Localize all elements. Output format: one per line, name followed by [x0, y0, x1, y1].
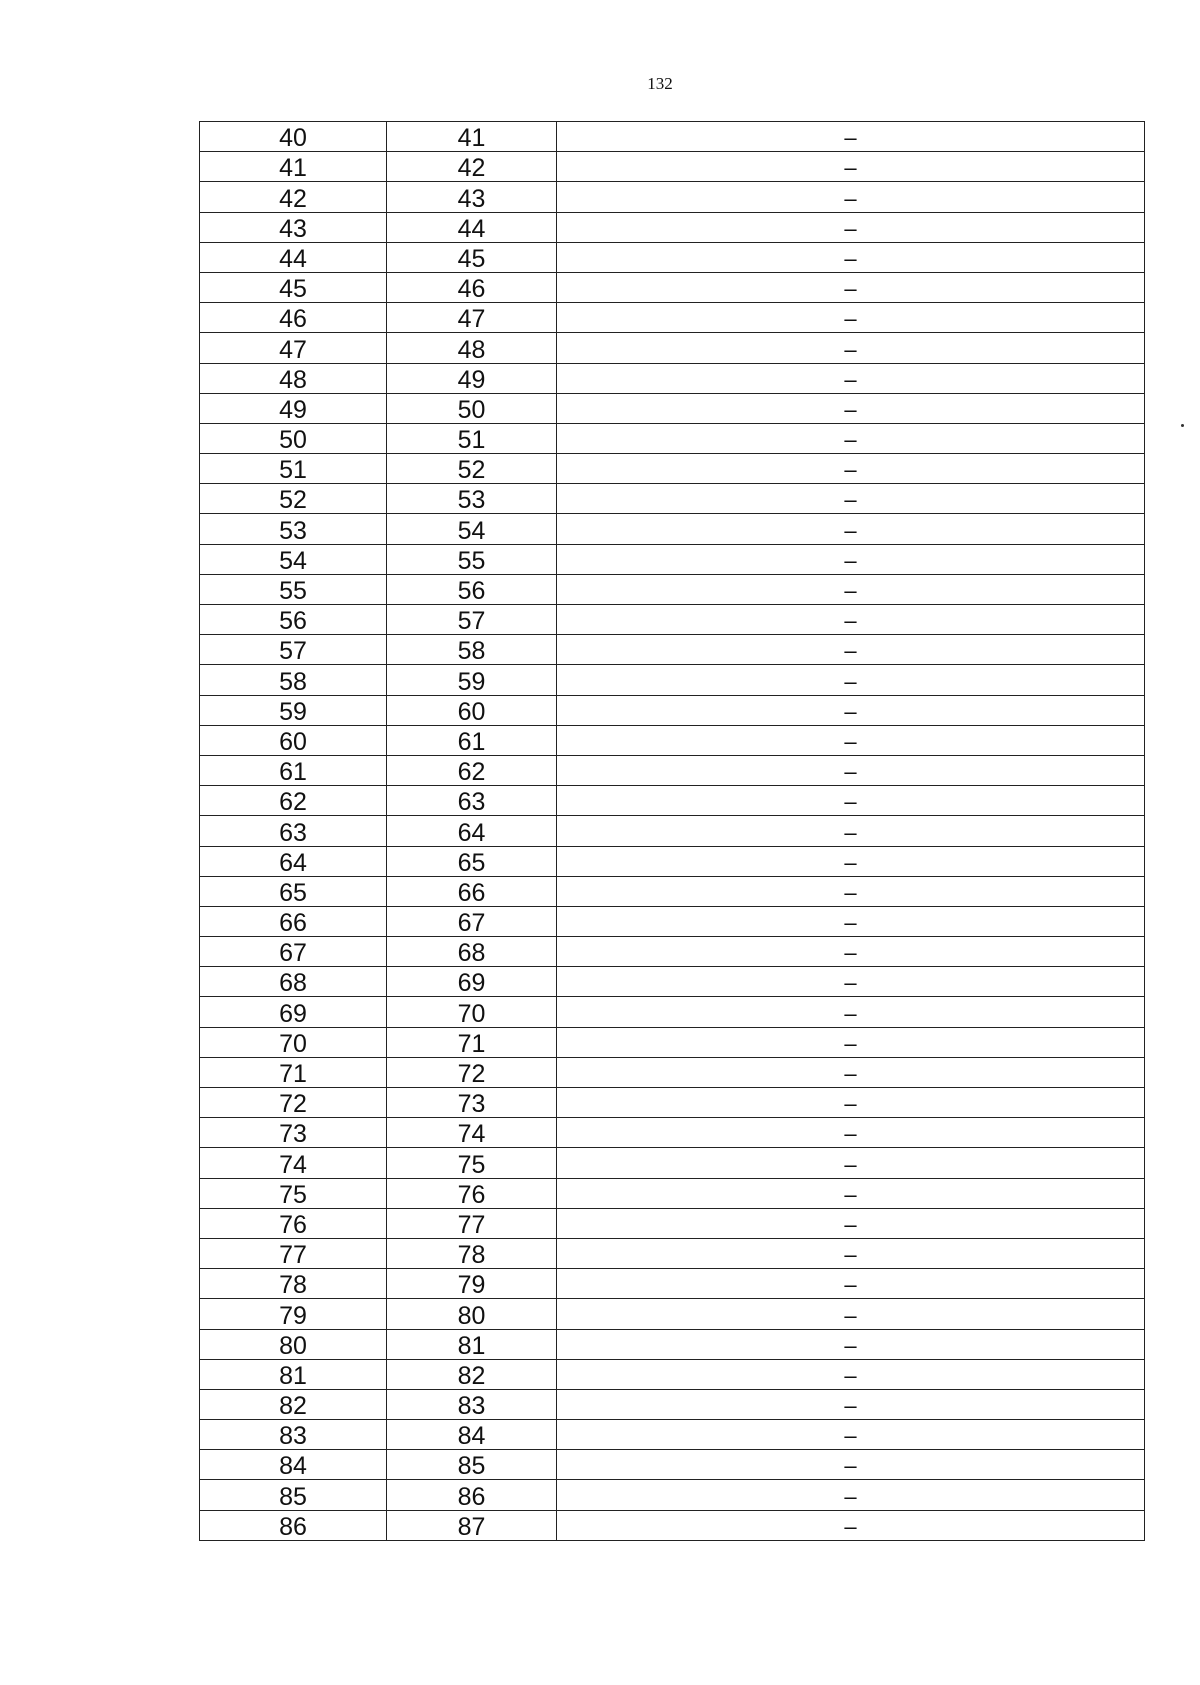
value-cell: –: [557, 605, 1145, 635]
value-cell: –: [557, 665, 1145, 695]
table-row: [200, 303, 1145, 333]
from-cell: 86: [200, 1510, 387, 1540]
from-cell: 40: [200, 122, 387, 152]
table-row: [200, 544, 1145, 574]
from-cell: 46: [200, 303, 387, 333]
table-row: [200, 212, 1145, 242]
value-cell: –: [557, 876, 1145, 906]
page-number: 132: [647, 74, 673, 93]
from-cell: 53: [200, 514, 387, 544]
to-cell: 86: [387, 1480, 557, 1510]
from-cell: 65: [200, 876, 387, 906]
value-cell: –: [557, 1027, 1145, 1057]
value-cell: –: [557, 997, 1145, 1027]
value-cell: –: [557, 544, 1145, 574]
to-cell: 44: [387, 212, 557, 242]
from-cell: 83: [200, 1420, 387, 1450]
value-cell: –: [557, 484, 1145, 514]
to-cell: 65: [387, 846, 557, 876]
to-cell: 83: [387, 1389, 557, 1419]
value-cell: –: [557, 454, 1145, 484]
value-cell: –: [557, 1057, 1145, 1087]
value-cell: –: [557, 1208, 1145, 1238]
table-row: [200, 574, 1145, 604]
from-cell: 77: [200, 1238, 387, 1268]
to-cell: 68: [387, 937, 557, 967]
table-row: [200, 1389, 1145, 1419]
to-cell: 72: [387, 1057, 557, 1087]
to-cell: 75: [387, 1148, 557, 1178]
to-cell: 87: [387, 1510, 557, 1540]
value-cell: –: [557, 1450, 1145, 1480]
table-row: [200, 605, 1145, 635]
from-cell: 81: [200, 1359, 387, 1389]
from-cell: 67: [200, 937, 387, 967]
table-row: [200, 1178, 1145, 1208]
to-cell: 74: [387, 1118, 557, 1148]
to-cell: 50: [387, 393, 557, 423]
from-cell: 57: [200, 635, 387, 665]
table-row: [200, 1299, 1145, 1329]
to-cell: 64: [387, 816, 557, 846]
table-row: [200, 1027, 1145, 1057]
from-cell: 48: [200, 363, 387, 393]
value-cell: –: [557, 725, 1145, 755]
to-cell: 79: [387, 1269, 557, 1299]
scan-speck: [1181, 424, 1184, 427]
table-row: [200, 1269, 1145, 1299]
table-row: [200, 937, 1145, 967]
table-row: [200, 1088, 1145, 1118]
to-cell: 56: [387, 574, 557, 604]
value-cell: –: [557, 122, 1145, 152]
value-cell: –: [557, 1088, 1145, 1118]
from-cell: 73: [200, 1118, 387, 1148]
from-cell: 59: [200, 695, 387, 725]
value-cell: –: [557, 152, 1145, 182]
value-cell: –: [557, 1269, 1145, 1299]
table-row: [200, 906, 1145, 936]
table-row: [200, 695, 1145, 725]
table-row: [200, 967, 1145, 997]
table-row: [200, 786, 1145, 816]
from-cell: 66: [200, 906, 387, 936]
table-body: [200, 122, 1145, 1541]
value-cell: –: [557, 272, 1145, 302]
table-row: [200, 1359, 1145, 1389]
table-row: [200, 1118, 1145, 1148]
to-cell: 57: [387, 605, 557, 635]
table-row: [200, 272, 1145, 302]
to-cell: 53: [387, 484, 557, 514]
to-cell: 62: [387, 755, 557, 785]
from-cell: 49: [200, 393, 387, 423]
table-row: [200, 816, 1145, 846]
to-cell: 76: [387, 1178, 557, 1208]
to-cell: 54: [387, 514, 557, 544]
to-cell: 82: [387, 1359, 557, 1389]
table-row: [200, 1450, 1145, 1480]
table-row: [200, 1148, 1145, 1178]
from-cell: 55: [200, 574, 387, 604]
value-cell: –: [557, 1299, 1145, 1329]
value-cell: –: [557, 1148, 1145, 1178]
table-row: [200, 846, 1145, 876]
table-row: [200, 1420, 1145, 1450]
to-cell: 71: [387, 1027, 557, 1057]
to-cell: 60: [387, 695, 557, 725]
from-cell: 54: [200, 544, 387, 574]
table-row: [200, 1510, 1145, 1540]
to-cell: 77: [387, 1208, 557, 1238]
to-cell: 52: [387, 454, 557, 484]
table-row: [200, 393, 1145, 423]
to-cell: 66: [387, 876, 557, 906]
table-row: [200, 454, 1145, 484]
value-cell: –: [557, 212, 1145, 242]
to-cell: 55: [387, 544, 557, 574]
value-cell: –: [557, 1510, 1145, 1540]
to-cell: 49: [387, 363, 557, 393]
from-cell: 76: [200, 1208, 387, 1238]
from-cell: 42: [200, 182, 387, 212]
from-cell: 63: [200, 816, 387, 846]
from-cell: 78: [200, 1269, 387, 1299]
from-cell: 61: [200, 755, 387, 785]
from-cell: 47: [200, 333, 387, 363]
to-cell: 41: [387, 122, 557, 152]
value-cell: –: [557, 574, 1145, 604]
to-cell: 85: [387, 1450, 557, 1480]
from-cell: 64: [200, 846, 387, 876]
from-cell: 84: [200, 1450, 387, 1480]
to-cell: 48: [387, 333, 557, 363]
from-cell: 62: [200, 786, 387, 816]
table-row: [200, 1208, 1145, 1238]
table-row: [200, 635, 1145, 665]
value-cell: –: [557, 967, 1145, 997]
from-cell: 51: [200, 454, 387, 484]
table-row: [200, 122, 1145, 152]
from-cell: 44: [200, 242, 387, 272]
value-cell: –: [557, 1329, 1145, 1359]
from-cell: 50: [200, 423, 387, 453]
to-cell: 61: [387, 725, 557, 755]
table-row: [200, 484, 1145, 514]
value-cell: –: [557, 303, 1145, 333]
to-cell: 70: [387, 997, 557, 1027]
value-cell: –: [557, 1420, 1145, 1450]
table-row: [200, 333, 1145, 363]
from-cell: 70: [200, 1027, 387, 1057]
value-cell: –: [557, 1389, 1145, 1419]
from-cell: 68: [200, 967, 387, 997]
value-cell: –: [557, 393, 1145, 423]
to-cell: 51: [387, 423, 557, 453]
table-row: [200, 1329, 1145, 1359]
table-row: [200, 1238, 1145, 1268]
from-cell: 72: [200, 1088, 387, 1118]
to-cell: 58: [387, 635, 557, 665]
table-row: [200, 997, 1145, 1027]
from-cell: 85: [200, 1480, 387, 1510]
to-cell: 43: [387, 182, 557, 212]
value-cell: –: [557, 1178, 1145, 1208]
value-cell: –: [557, 635, 1145, 665]
value-cell: –: [557, 846, 1145, 876]
from-cell: 75: [200, 1178, 387, 1208]
value-cell: –: [557, 333, 1145, 363]
from-cell: 79: [200, 1299, 387, 1329]
from-cell: 41: [200, 152, 387, 182]
table-row: [200, 1057, 1145, 1087]
value-cell: –: [557, 937, 1145, 967]
from-cell: 56: [200, 605, 387, 635]
value-cell: –: [557, 755, 1145, 785]
to-cell: 78: [387, 1238, 557, 1268]
from-cell: 45: [200, 272, 387, 302]
value-cell: –: [557, 242, 1145, 272]
table-row: [200, 514, 1145, 544]
table-row: [200, 755, 1145, 785]
table-row: [200, 182, 1145, 212]
value-cell: –: [557, 906, 1145, 936]
from-cell: 80: [200, 1329, 387, 1359]
from-cell: 52: [200, 484, 387, 514]
table-row: [200, 876, 1145, 906]
value-cell: –: [557, 423, 1145, 453]
data-table: [199, 121, 1145, 1541]
to-cell: 42: [387, 152, 557, 182]
to-cell: 69: [387, 967, 557, 997]
value-cell: –: [557, 1480, 1145, 1510]
table-row: [200, 1480, 1145, 1510]
from-cell: 82: [200, 1389, 387, 1419]
table-row: [200, 423, 1145, 453]
from-cell: 60: [200, 725, 387, 755]
to-cell: 46: [387, 272, 557, 302]
to-cell: 67: [387, 906, 557, 936]
value-cell: –: [557, 1359, 1145, 1389]
to-cell: 63: [387, 786, 557, 816]
table-row: [200, 242, 1145, 272]
value-cell: –: [557, 695, 1145, 725]
value-cell: –: [557, 1238, 1145, 1268]
to-cell: 81: [387, 1329, 557, 1359]
value-cell: –: [557, 514, 1145, 544]
from-cell: 58: [200, 665, 387, 695]
to-cell: 80: [387, 1299, 557, 1329]
from-cell: 69: [200, 997, 387, 1027]
to-cell: 73: [387, 1088, 557, 1118]
to-cell: 45: [387, 242, 557, 272]
value-cell: –: [557, 786, 1145, 816]
value-cell: –: [557, 363, 1145, 393]
to-cell: 59: [387, 665, 557, 695]
to-cell: 47: [387, 303, 557, 333]
value-cell: –: [557, 816, 1145, 846]
from-cell: 71: [200, 1057, 387, 1087]
table-row: [200, 725, 1145, 755]
to-cell: 84: [387, 1420, 557, 1450]
table-row: [200, 363, 1145, 393]
value-cell: –: [557, 182, 1145, 212]
from-cell: 74: [200, 1148, 387, 1178]
table-row: [200, 152, 1145, 182]
table-row: [200, 665, 1145, 695]
value-cell: –: [557, 1118, 1145, 1148]
from-cell: 43: [200, 212, 387, 242]
